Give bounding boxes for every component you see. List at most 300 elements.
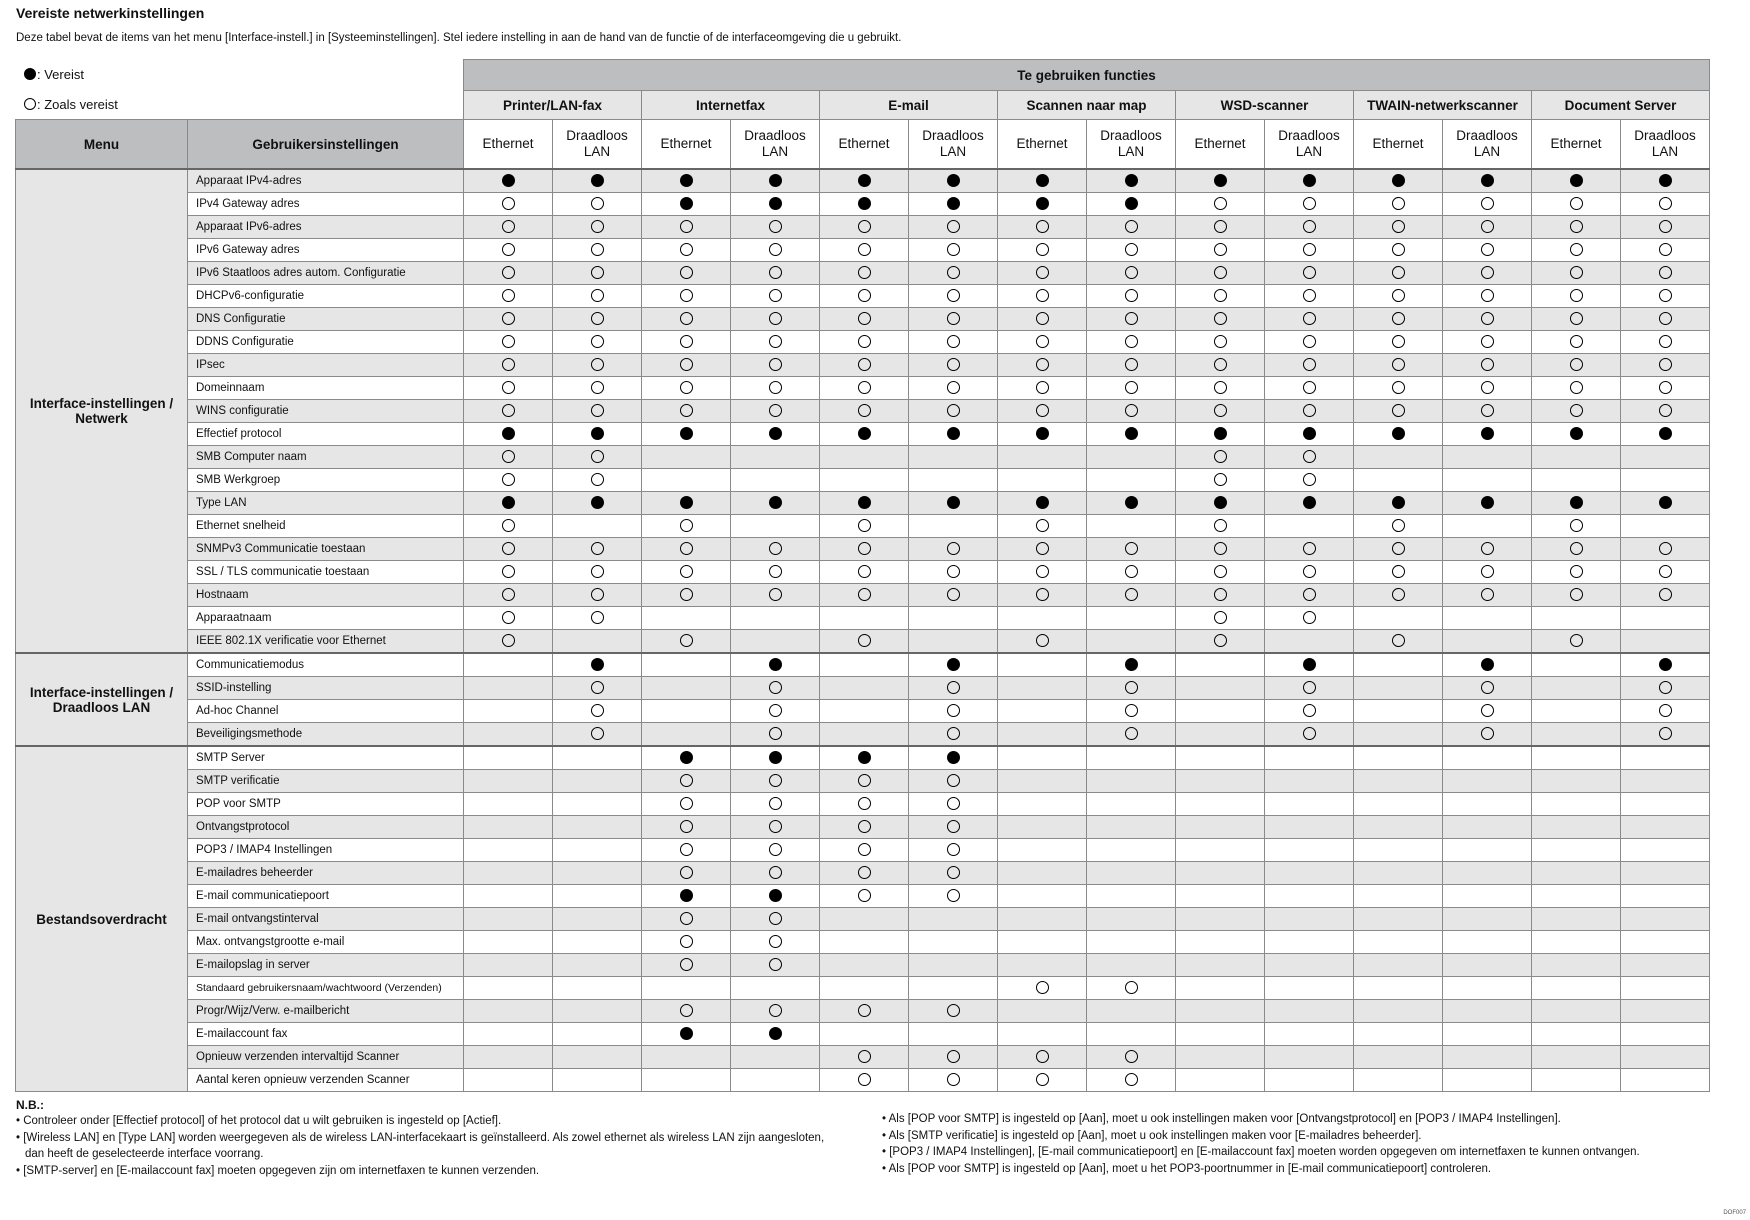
value-cell — [1265, 1046, 1354, 1069]
value-cell — [1087, 1023, 1176, 1046]
table-row — [16, 677, 1710, 700]
open-circle-icon — [502, 289, 515, 302]
open-circle-icon — [1214, 381, 1227, 394]
value-cell — [1265, 653, 1354, 677]
value-cell — [553, 285, 642, 308]
value-cell — [1621, 862, 1710, 885]
open-circle-icon — [502, 450, 515, 463]
open-circle-icon — [1214, 312, 1227, 325]
open-circle-icon — [1214, 358, 1227, 371]
open-circle-icon — [591, 611, 604, 624]
value-cell — [998, 262, 1087, 285]
value-cell — [642, 469, 731, 492]
filled-circle-icon — [947, 496, 960, 509]
open-circle-icon — [1214, 243, 1227, 256]
value-cell — [642, 331, 731, 354]
open-circle-icon — [1125, 681, 1138, 694]
open-circle-icon — [1303, 312, 1316, 325]
open-circle-icon — [1570, 634, 1583, 647]
open-circle-icon — [1392, 381, 1405, 394]
table-row — [16, 354, 1710, 377]
value-cell — [642, 400, 731, 423]
value-cell — [1621, 400, 1710, 423]
settings-header: Gebruikersinstellingen — [188, 120, 464, 170]
value-cell — [1532, 492, 1621, 515]
value-cell — [1532, 816, 1621, 839]
value-cell — [1532, 839, 1621, 862]
open-circle-icon — [769, 797, 782, 810]
table-row — [16, 446, 1710, 469]
value-cell — [1532, 885, 1621, 908]
value-cell — [464, 285, 553, 308]
value-cell — [998, 700, 1087, 723]
value-cell — [553, 469, 642, 492]
value-cell — [1354, 584, 1443, 607]
setting-label: Progr/Wijz/Verw. e-mailbericht — [188, 1000, 464, 1023]
value-cell — [1621, 469, 1710, 492]
value-cell — [1532, 354, 1621, 377]
value-cell — [1532, 239, 1621, 262]
value-cell — [642, 885, 731, 908]
open-circle-icon — [769, 542, 782, 555]
open-circle-icon — [858, 243, 871, 256]
value-cell — [642, 285, 731, 308]
value-cell — [909, 607, 998, 630]
open-circle-icon — [769, 289, 782, 302]
open-circle-icon — [1570, 197, 1583, 210]
value-cell — [1354, 193, 1443, 216]
setting-label: E-mail communicatiepoort — [188, 885, 464, 908]
value-cell — [553, 423, 642, 446]
open-circle-icon — [680, 542, 693, 555]
value-cell — [1354, 885, 1443, 908]
open-circle-icon — [769, 588, 782, 601]
value-cell — [1621, 331, 1710, 354]
value-cell — [1354, 262, 1443, 285]
value-cell — [998, 908, 1087, 931]
setting-label: Ontvangstprotocol — [188, 816, 464, 839]
table-row — [16, 1046, 1710, 1069]
setting-label: Communicatiemodus — [188, 653, 464, 677]
open-circle-icon — [858, 335, 871, 348]
open-circle-icon — [1659, 220, 1672, 233]
open-circle-icon — [1125, 312, 1138, 325]
value-cell — [464, 1023, 553, 1046]
open-circle-icon — [1214, 519, 1227, 532]
value-cell — [1176, 630, 1265, 654]
value-cell — [642, 723, 731, 747]
setting-label: Ad-hoc Channel — [188, 700, 464, 723]
value-cell — [1265, 977, 1354, 1000]
table-row — [16, 239, 1710, 262]
open-circle-icon — [1036, 1073, 1049, 1086]
value-cell — [1176, 469, 1265, 492]
value-cell — [1087, 793, 1176, 816]
value-cell — [909, 262, 998, 285]
value-cell — [553, 331, 642, 354]
filled-circle-icon — [591, 427, 604, 440]
filled-circle-icon — [947, 751, 960, 764]
value-cell — [1176, 653, 1265, 677]
open-circle-icon — [502, 473, 515, 486]
value-cell — [1443, 885, 1532, 908]
value-cell — [1265, 515, 1354, 538]
value-cell — [1265, 677, 1354, 700]
value-cell — [909, 239, 998, 262]
value-cell — [1354, 954, 1443, 977]
open-circle-icon — [1125, 981, 1138, 994]
value-cell — [820, 239, 909, 262]
open-circle-icon — [858, 1004, 871, 1017]
value-cell — [998, 515, 1087, 538]
open-circle-icon — [1392, 197, 1405, 210]
value-cell — [1265, 793, 1354, 816]
open-circle-icon — [1570, 565, 1583, 578]
value-cell — [1354, 630, 1443, 654]
value-cell — [464, 770, 553, 793]
value-cell — [642, 770, 731, 793]
value-cell — [1087, 169, 1176, 193]
value-cell — [1532, 1023, 1621, 1046]
value-cell — [1354, 1069, 1443, 1092]
value-cell — [464, 630, 553, 654]
table-row — [16, 630, 1710, 654]
open-circle-icon — [1392, 312, 1405, 325]
value-cell — [1087, 584, 1176, 607]
value-cell — [820, 816, 909, 839]
value-cell — [820, 446, 909, 469]
open-circle-icon — [769, 866, 782, 879]
table-row — [16, 515, 1710, 538]
value-cell — [731, 515, 820, 538]
open-circle-icon — [858, 266, 871, 279]
open-circle-icon — [680, 243, 693, 256]
notes-left-list — [16, 1113, 846, 1179]
value-cell — [1087, 816, 1176, 839]
filled-circle-icon — [1125, 174, 1138, 187]
value-cell — [642, 839, 731, 862]
open-circle-icon — [858, 358, 871, 371]
value-cell — [731, 584, 820, 607]
open-circle-icon — [1214, 565, 1227, 578]
value-cell — [1621, 446, 1710, 469]
open-circle-icon — [1481, 289, 1494, 302]
open-circle-icon — [680, 358, 693, 371]
value-cell — [820, 1000, 909, 1023]
table-row — [16, 561, 1710, 584]
table-row — [16, 331, 1710, 354]
note-item: • Controleer onder [Effectief protocol] of het protocol dat u wilt gebruiken is ingesteld op [Actief]. — [16, 1113, 846, 1130]
open-circle-icon — [1570, 588, 1583, 601]
function-header: TWAIN-netwerkscanner — [1354, 91, 1532, 120]
open-circle-icon — [1125, 727, 1138, 740]
value-cell — [998, 1023, 1087, 1046]
open-circle-icon — [591, 542, 604, 555]
value-cell — [464, 793, 553, 816]
value-cell — [820, 630, 909, 654]
open-circle-icon — [591, 197, 604, 210]
value-cell — [909, 977, 998, 1000]
value-cell — [909, 216, 998, 239]
value-cell — [820, 354, 909, 377]
value-cell — [1532, 653, 1621, 677]
value-cell — [1443, 400, 1532, 423]
connection-header: Ethernet — [464, 120, 553, 170]
value-cell — [1176, 377, 1265, 400]
value-cell — [909, 561, 998, 584]
value-cell — [1443, 423, 1532, 446]
value-cell — [1087, 1000, 1176, 1023]
value-cell — [820, 561, 909, 584]
open-circle-icon — [1392, 358, 1405, 371]
value-cell — [1532, 746, 1621, 770]
open-circle-icon — [1659, 335, 1672, 348]
value-cell — [1087, 954, 1176, 977]
setting-label: Opnieuw verzenden intervaltijd Scanner — [188, 1046, 464, 1069]
value-cell — [1532, 723, 1621, 747]
value-cell — [998, 285, 1087, 308]
value-cell — [998, 816, 1087, 839]
value-cell — [998, 770, 1087, 793]
value-cell — [1176, 584, 1265, 607]
open-circle-icon — [858, 220, 871, 233]
value-cell — [464, 423, 553, 446]
value-cell — [1354, 816, 1443, 839]
value-cell — [1532, 607, 1621, 630]
value-cell — [1176, 908, 1265, 931]
value-cell — [1087, 308, 1176, 331]
value-cell — [553, 677, 642, 700]
open-circle-icon — [858, 565, 871, 578]
value-cell — [1176, 492, 1265, 515]
value-cell — [464, 954, 553, 977]
connection-header: Draadloos LAN — [553, 120, 642, 170]
value-cell — [998, 746, 1087, 770]
open-circle-icon — [502, 588, 515, 601]
value-cell — [909, 770, 998, 793]
open-circle-icon — [1303, 450, 1316, 463]
value-cell — [1354, 746, 1443, 770]
open-circle-icon — [1036, 588, 1049, 601]
value-cell — [909, 700, 998, 723]
open-circle-icon — [1570, 404, 1583, 417]
open-circle-icon — [947, 358, 960, 371]
setting-label: SSID-instelling — [188, 677, 464, 700]
value-cell — [642, 1046, 731, 1069]
connection-header: Draadloos LAN — [1265, 120, 1354, 170]
value-cell — [1443, 262, 1532, 285]
open-circle-icon — [1392, 220, 1405, 233]
value-cell — [909, 377, 998, 400]
open-circle-icon — [1659, 312, 1672, 325]
value-cell — [1443, 862, 1532, 885]
value-cell — [1354, 377, 1443, 400]
value-cell — [1087, 723, 1176, 747]
open-circle-icon — [947, 1050, 960, 1063]
value-cell — [642, 216, 731, 239]
value-cell — [464, 446, 553, 469]
open-circle-icon — [1392, 565, 1405, 578]
table-row — [16, 377, 1710, 400]
open-circle-icon — [1036, 519, 1049, 532]
open-circle-icon — [591, 220, 604, 233]
value-cell — [820, 584, 909, 607]
value-cell — [731, 308, 820, 331]
value-cell — [1265, 700, 1354, 723]
open-circle-icon — [591, 681, 604, 694]
open-circle-icon — [858, 289, 871, 302]
open-circle-icon — [502, 266, 515, 279]
value-cell — [1443, 469, 1532, 492]
value-cell — [1265, 285, 1354, 308]
open-circle-icon — [680, 797, 693, 810]
filled-circle-icon — [769, 427, 782, 440]
value-cell — [1265, 908, 1354, 931]
open-circle-icon — [1036, 243, 1049, 256]
value-cell — [998, 561, 1087, 584]
setting-label: SMTP Server — [188, 746, 464, 770]
open-circle-icon — [680, 289, 693, 302]
open-circle-icon — [769, 935, 782, 948]
open-circle-icon — [1214, 542, 1227, 555]
value-cell — [1176, 1000, 1265, 1023]
value-cell — [1621, 169, 1710, 193]
value-cell — [909, 1000, 998, 1023]
table-row — [16, 954, 1710, 977]
value-cell — [1532, 908, 1621, 931]
value-cell — [464, 538, 553, 561]
filled-circle-icon — [1036, 174, 1049, 187]
open-circle-icon — [680, 335, 693, 348]
open-circle-icon — [1214, 220, 1227, 233]
open-circle-icon — [769, 820, 782, 833]
filled-circle-icon — [1125, 427, 1138, 440]
setting-label: Domeinnaam — [188, 377, 464, 400]
value-cell — [464, 262, 553, 285]
table-row — [16, 193, 1710, 216]
open-circle-icon — [1570, 542, 1583, 555]
open-circle-icon — [1125, 335, 1138, 348]
open-circle-icon — [680, 312, 693, 325]
value-cell — [553, 354, 642, 377]
open-circle-icon — [1214, 588, 1227, 601]
value-cell — [1443, 723, 1532, 747]
open-circle-icon — [947, 1004, 960, 1017]
value-cell — [464, 308, 553, 331]
value-cell — [1176, 862, 1265, 885]
value-cell — [731, 216, 820, 239]
table-row — [16, 700, 1710, 723]
setting-label: IPv6 Gateway adres — [188, 239, 464, 262]
value-cell — [1443, 977, 1532, 1000]
value-cell — [1176, 446, 1265, 469]
setting-label: IPsec — [188, 354, 464, 377]
filled-circle-icon — [769, 889, 782, 902]
open-circle-icon — [502, 358, 515, 371]
value-cell — [642, 908, 731, 931]
filled-circle-icon — [1303, 427, 1316, 440]
value-cell — [1621, 700, 1710, 723]
value-cell — [820, 746, 909, 770]
filled-circle-icon — [858, 197, 871, 210]
open-circle-icon — [1036, 289, 1049, 302]
open-circle-icon — [1125, 266, 1138, 279]
value-cell — [1176, 239, 1265, 262]
value-cell — [1176, 262, 1265, 285]
value-cell — [909, 515, 998, 538]
open-circle-icon — [1481, 197, 1494, 210]
setting-label: IEEE 802.1X verificatie voor Ethernet — [188, 630, 464, 654]
value-cell — [553, 908, 642, 931]
value-cell — [464, 193, 553, 216]
value-cell — [998, 630, 1087, 654]
open-circle-icon — [1481, 220, 1494, 233]
value-cell — [1087, 377, 1176, 400]
value-cell — [1176, 193, 1265, 216]
setting-label: Apparaat IPv6-adres — [188, 216, 464, 239]
value-cell — [1176, 770, 1265, 793]
value-cell — [1265, 169, 1354, 193]
value-cell — [998, 469, 1087, 492]
open-circle-icon — [1659, 358, 1672, 371]
value-cell — [1532, 308, 1621, 331]
value-cell — [1532, 862, 1621, 885]
value-cell — [1532, 423, 1621, 446]
value-cell — [1354, 862, 1443, 885]
value-cell — [820, 1046, 909, 1069]
value-cell — [731, 193, 820, 216]
setting-label: Aantal keren opnieuw verzenden Scanner — [188, 1069, 464, 1092]
setting-label: SMTP verificatie — [188, 770, 464, 793]
value-cell — [820, 700, 909, 723]
value-cell — [1621, 216, 1710, 239]
value-cell — [642, 423, 731, 446]
value-cell — [1443, 239, 1532, 262]
open-circle-icon — [1214, 289, 1227, 302]
value-cell — [642, 446, 731, 469]
value-cell — [1354, 561, 1443, 584]
value-cell — [642, 1023, 731, 1046]
value-cell — [1443, 653, 1532, 677]
table-row — [16, 931, 1710, 954]
value-cell — [1354, 653, 1443, 677]
value-cell — [1621, 653, 1710, 677]
value-cell — [1621, 1069, 1710, 1092]
value-cell — [998, 169, 1087, 193]
connection-header: Draadloos LAN — [1087, 120, 1176, 170]
open-circle-icon — [1125, 704, 1138, 717]
value-cell — [553, 630, 642, 654]
value-cell — [820, 515, 909, 538]
value-cell — [909, 469, 998, 492]
value-cell — [1265, 630, 1354, 654]
setting-label: Beveiligingsmethode — [188, 723, 464, 747]
open-circle-icon — [1036, 981, 1049, 994]
value-cell — [998, 239, 1087, 262]
value-cell — [909, 908, 998, 931]
value-cell — [1176, 1069, 1265, 1092]
open-circle-icon — [1481, 381, 1494, 394]
value-cell — [1265, 746, 1354, 770]
value-cell — [820, 839, 909, 862]
function-header: Internetfax — [642, 91, 820, 120]
table-row — [16, 492, 1710, 515]
value-cell — [642, 354, 731, 377]
value-cell — [642, 954, 731, 977]
filled-circle-icon — [1125, 658, 1138, 671]
table-row — [16, 423, 1710, 446]
setting-label: Effectief protocol — [188, 423, 464, 446]
